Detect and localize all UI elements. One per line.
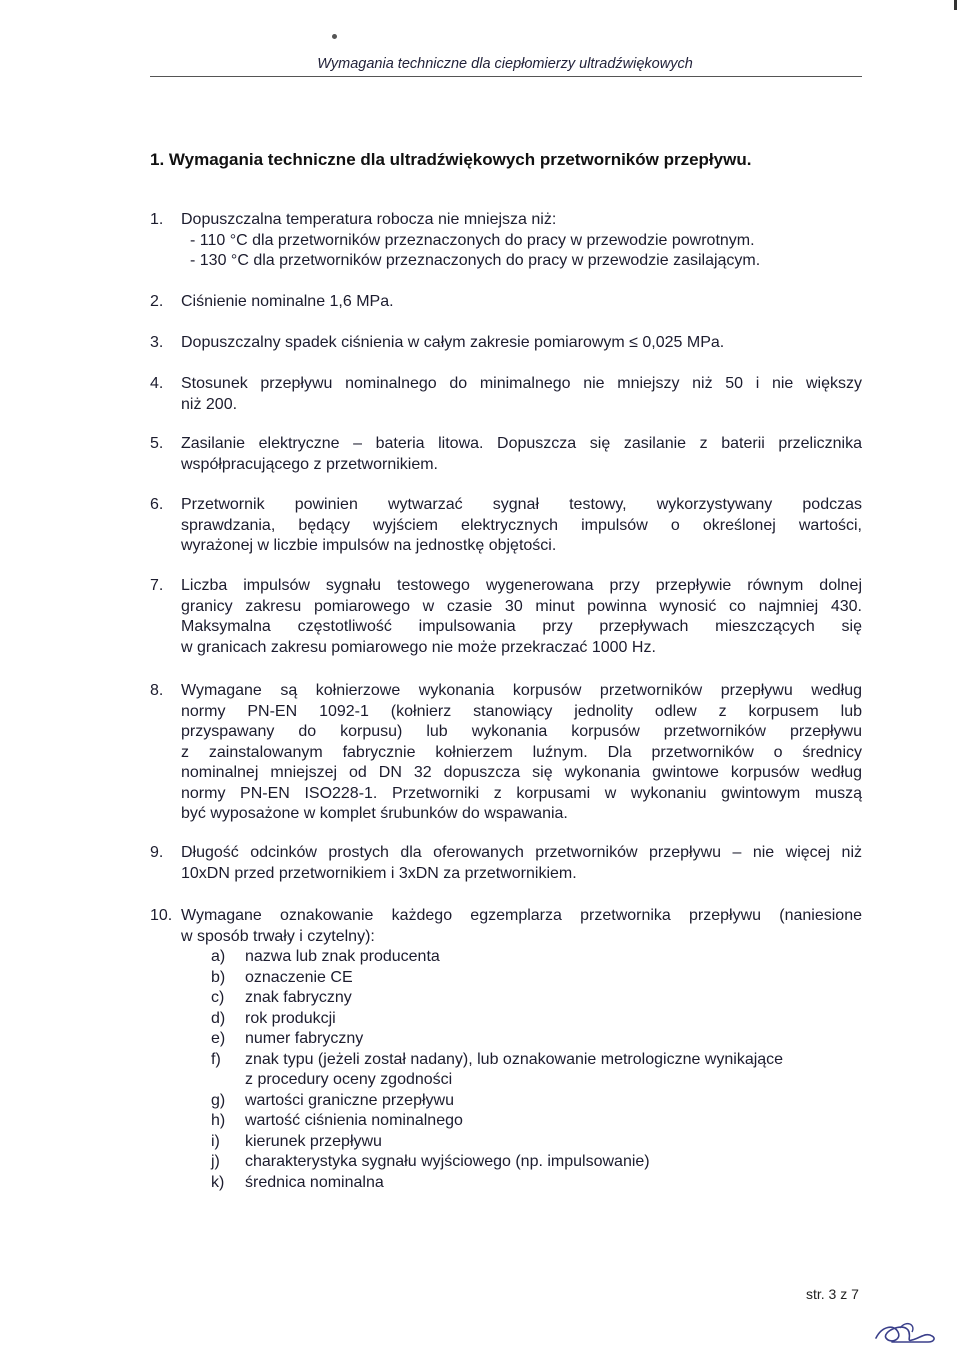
item-number: 7. [150,577,164,594]
item-text [181,681,862,825]
marking-label: i) [211,1132,220,1150]
marking-list-item [181,1132,862,1153]
requirement-item-5 [150,434,862,475]
marking-label: g) [211,1091,226,1109]
marking-list-item [181,988,862,1009]
marking-text-continued: z procedury oceny zgodności [245,1071,453,1088]
marking-text: znak typu (jeżeli został nadany), lub oznakowanie metrologiczne wynikające [245,1050,784,1068]
item-line: Przetwornik powinien wytwarzać sygnał testowy, wykorzystywany podczas [181,496,862,513]
marking-label: h) [211,1112,226,1129]
item-line: przyspawany do korpusu) lub wykonania korpusów przetworników przepływu [181,723,862,740]
marking-text: kierunek przepływu [245,1132,382,1150]
marking-list-item [181,1091,862,1112]
marking-text: charakterystyka sygnału wyjściowego (np. impulsowanie) [245,1153,650,1170]
item-line: w sposób trwały i czytelny): [181,927,375,945]
marking-text: rok produkcji [245,1009,336,1027]
item-text [181,374,862,415]
marking-label: k) [211,1173,225,1191]
item-line: granicy zakresu pomiarowego w czasie 30 minut powinna wynosić co najmniej 430. [181,597,862,615]
signature-initials [872,1318,942,1350]
marking-list-item [181,1111,862,1132]
item-line: współpracującego z przetwornikiem. [181,455,438,473]
marking-list-item [181,1029,862,1050]
marking-list [181,947,862,1193]
item-line: Długość odcinków prostych dla oferowanych przetworników przepływu – nie więcej niż [181,844,862,861]
marking-text: numer fabryczny [245,1030,364,1047]
requirement-item-9 [150,843,862,884]
marking-text: wartości graniczne przepływu [245,1091,454,1109]
item-text [181,576,862,658]
item-number: 9. [150,844,164,861]
requirement-item-7 [150,576,862,658]
item-line: Wymagane oznakowanie każdego egzemplarza przetwornika przepływu (naniesione [181,907,862,924]
marking-label: a) [211,948,226,965]
header-rule [150,76,862,77]
item-text [181,292,862,313]
item-line: Maksymalna częstotliwość impulsowania przy przepływach mieszczących się [181,618,862,635]
marking-label: d) [211,1009,226,1027]
item-line: Dopuszczalna temperatura robocza nie mniejsza niż: [181,211,557,228]
item-line: niż 200. [181,395,238,413]
item-number: 5. [150,435,164,452]
marking-label: c) [211,989,225,1006]
item-line: w granicach zakresu pomiarowego nie może przekraczać 1000 Hz. [181,638,656,656]
marking-list-item [181,1050,862,1091]
item-line: normy PN-EN ISO228-1. Przetworniki z korpusami w wykonaniu gwintowym muszą [181,784,862,802]
marking-text: wartość ciśnienia nominalnego [245,1112,463,1129]
marking-list-item [181,1009,862,1030]
marking-list-item [181,1152,862,1173]
item-text [181,495,862,557]
page-number: str. 3 z 7 [806,1286,859,1302]
item-number: 3. [150,334,164,351]
item-line: Zasilanie elektryczne – bateria litowa. Dopuszcza się zasilanie z baterii przelicznika [181,435,862,452]
item-line: być wyposażone w komplet śrubunków do wspawania. [181,805,568,822]
item-text [181,210,862,272]
item-line: Stosunek przepływu nominalnego do minimalnego nie mniejszy niż 50 i nie większy [181,375,862,392]
marking-label: f) [211,1050,221,1068]
item-text [181,434,862,475]
item-line: normy PN-EN 1092-1 (kołnierz stanowiący jednolity odlew z korpusem lub [181,702,862,720]
item-line: Liczba impulsów sygnału testowego wygenerowana przy przepływie równym dolnej [181,577,862,594]
item-line: z zainstalowanym fabrycznie kołnierzem luźnym. Dla przetworników o średnicy [181,743,862,761]
item-line: - 110 °C dla przetworników przeznaczonych do pracy w przewodzie powrotnym. [190,231,755,249]
marking-list-item [181,968,862,989]
marking-text: średnica nominalna [245,1173,384,1191]
item-number: 8. [150,682,164,699]
requirement-item-4 [150,374,862,415]
marking-label: e) [211,1030,226,1047]
requirement-item-6 [150,495,862,557]
requirement-item-1 [150,210,862,272]
section-title: 1. Wymagania techniczne dla ultradźwiękowych przetworników przepływu. [150,150,752,169]
item-line: nominalnej mniejszej od DN 32 dopuszcza się wykonania gwintowe korpusów według [181,764,862,781]
marking-text: znak fabryczny [245,989,352,1006]
item-text [181,843,862,884]
running-header: Wymagania techniczne dla ciepłomierzy ultradźwiękowych [317,56,693,72]
marking-list-item [181,947,862,968]
scan-speck [332,34,337,39]
item-number: 2. [150,293,164,310]
marking-text: nazwa lub znak producenta [245,948,440,965]
marking-label: b) [211,968,226,986]
item-line: sprawdzania, będący wyjściem elektrycznych impulsów o określonej wartości, [181,516,862,534]
item-line: Wymagane są kołnierzowe wykonania korpusów przetworników przepływu według [181,682,862,699]
item-number: 10. [150,907,173,924]
item-line: 10xDN przed przetwornikiem i 3xDN za przetwornikiem. [181,864,577,882]
requirement-item-10 [150,906,862,1193]
item-text [181,906,862,1193]
marking-text: oznaczenie CE [245,968,353,986]
item-line: Ciśnienie nominalne 1,6 MPa. [181,293,394,310]
item-line: Dopuszczalny spadek ciśnienia w całym zakresie pomiarowym ≤ 0,025 MPa. [181,334,725,351]
requirement-item-8 [150,681,862,825]
item-line: wyrażonej w liczbie impulsów na jednostkę objętości. [181,537,557,554]
marking-list-item [181,1173,862,1194]
requirement-item-3 [150,333,862,354]
scan-edge-mark [954,0,957,10]
marking-label: j) [211,1153,220,1170]
item-text [181,333,862,354]
requirement-item-2 [150,292,862,313]
item-number: 6. [150,496,164,513]
item-line: - 130 °C dla przetworników przeznaczonych do pracy w przewodzie zasilającym. [190,252,761,269]
item-number: 4. [150,375,164,392]
item-number: 1. [150,211,164,228]
